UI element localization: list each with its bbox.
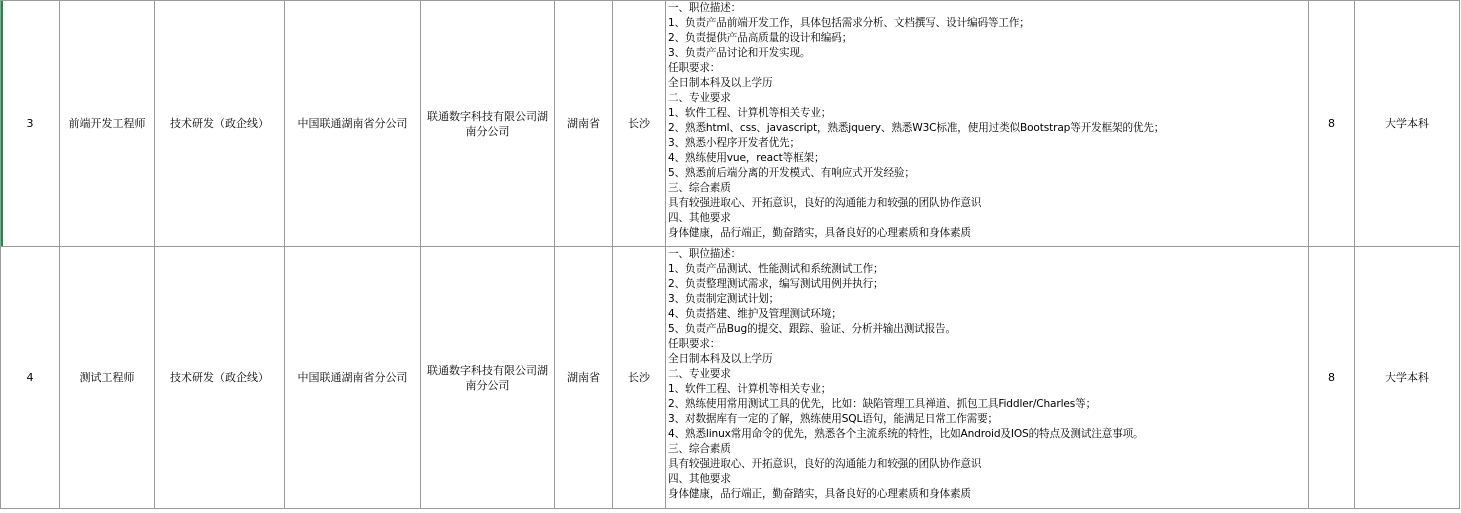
description-line: 4、负责搭建、维护及管理测试环境； (668, 308, 842, 320)
description-line: 身体健康，品行端正，勤奋踏实，具备良好的心理素质和身体素质 (668, 227, 971, 239)
description-line: 4、熟悉linux常用命令的优先，熟悉各个主流系统的特性，比如Android及IOS的特点及测试注意事项。 (668, 428, 1144, 440)
employer-text: 联通数字科技有限公司湖南分公司 (427, 109, 548, 138)
cell-count[interactable]: 8 (1309, 247, 1355, 509)
cell-position[interactable]: 测试工程师 (60, 247, 155, 509)
cell-education[interactable]: 大学本科 (1355, 1, 1460, 247)
cell-category[interactable]: 技术研发（政企线） (155, 1, 285, 247)
description-line: 5、负责产品Bug的提交、跟踪、验证、分析并输出测试报告。 (668, 323, 956, 335)
cell-index[interactable]: 4 (1, 247, 60, 509)
description-line: 三、综合素质 (668, 182, 731, 194)
cell-category[interactable]: 技术研发（政企线） (155, 247, 285, 509)
cell-city[interactable]: 长沙 (613, 1, 666, 247)
description-line: 全日制本科及以上学历 (668, 77, 773, 89)
cell-education[interactable]: 大学本科 (1355, 247, 1460, 509)
cell-position[interactable]: 前端开发工程师 (60, 1, 155, 247)
description-line: 身体健康，品行端正，勤奋踏实，具备良好的心理素质和身体素质 (668, 488, 971, 500)
cell-province[interactable]: 湖南省 (555, 247, 613, 509)
description-line: 1、软件工程、计算机等相关专业； (668, 383, 832, 395)
cell-count[interactable]: 8 (1309, 1, 1355, 247)
description-line: 三、综合素质 (668, 443, 731, 455)
description-line: 1、负责产品测试、性能测试和系统测试工作； (668, 263, 884, 275)
description-line: 一、职位描述： (668, 248, 742, 260)
cell-province[interactable]: 湖南省 (555, 1, 613, 247)
description-line: 任职要求： (668, 338, 721, 350)
description-line: 5、熟悉前后端分离的开发模式、有响应式开发经验； (668, 167, 915, 179)
description-line: 1、负责产品前端开发工作，具体包括需求分析、文档撰写、设计编码等工作； (668, 17, 1030, 29)
description-line: 全日制本科及以上学历 (668, 353, 773, 365)
table-row[interactable] (1, 1, 1460, 247)
description-line: 具有较强进取心、开拓意识，良好的沟通能力和较强的团队协作意识 (668, 458, 982, 470)
cell-company[interactable]: 中国联通湖南省分公司 (285, 1, 421, 247)
employer-text: 联通数字科技有限公司湖南分公司 (427, 363, 548, 392)
description-line: 2、负责提供产品高质量的设计和编码； (668, 32, 853, 44)
description-line: 1、软件工程、计算机等相关专业； (668, 107, 832, 119)
description-line: 任职要求： (668, 62, 721, 74)
cell-description[interactable] (666, 247, 1309, 509)
description-line: 2、负责整理测试需求，编写测试用例并执行； (668, 278, 884, 290)
description-line: 3、对数据库有一定的了解，熟练使用SQL语句，能满足日常工作需要； (668, 413, 998, 425)
cell-index[interactable]: 3 (1, 1, 60, 247)
description-line: 四、其他要求 (668, 473, 731, 485)
cell-company[interactable]: 中国联通湖南省分公司 (285, 247, 421, 509)
cell-employer[interactable] (421, 1, 555, 247)
description-line: 二、专业要求 (668, 368, 731, 380)
description-line: 3、负责制定测试计划； (668, 293, 780, 305)
description-line: 2、熟悉html、css、javascript，熟悉jquery、熟悉W3C标准，使用过类似Bootstrap等开发框架的优先； (668, 122, 1165, 134)
cell-description[interactable] (666, 1, 1309, 247)
description-line: 2、熟练使用常用测试工具的优先，比如：缺陷管理工具禅道、抓包工具Fiddler/Charles等； (668, 398, 1097, 410)
description-line: 一、职位描述： (668, 2, 742, 14)
description-line: 3、负责产品讨论和开发实现。 (668, 47, 811, 59)
description-line: 3、熟悉小程序开发者优先； (668, 137, 800, 149)
cell-employer[interactable] (421, 247, 555, 509)
description-line: 二、专业要求 (668, 92, 731, 104)
table-row[interactable] (1, 247, 1460, 509)
description-line: 四、其他要求 (668, 212, 731, 224)
description-line: 4、熟练使用vue，react等框架； (668, 152, 825, 164)
description-line: 具有较强进取心、开拓意识，良好的沟通能力和较强的团队协作意识 (668, 197, 982, 209)
cell-city[interactable]: 长沙 (613, 247, 666, 509)
